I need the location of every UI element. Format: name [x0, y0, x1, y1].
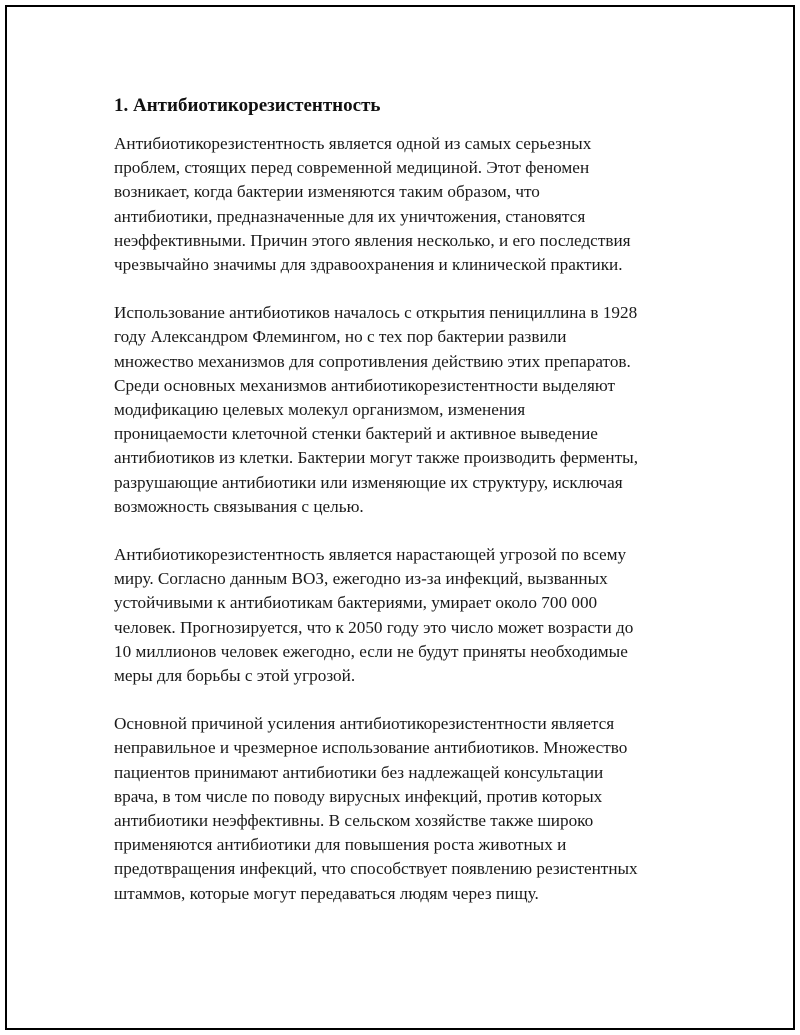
- text-line: Антибиотикорезистентность является одной из самых серьезных: [114, 134, 592, 153]
- text-line: чрезвычайно значимы для здравоохранения и клинической практики.: [114, 255, 623, 275]
- text-line: применяются антибиотики для повышения роста животных и: [114, 835, 567, 855]
- text-line: неэффективными. Причин этого явления несколько, и его последствия: [114, 230, 631, 250]
- section-heading: 1. Антибиотикорезистентность: [114, 95, 381, 116]
- text-line: предотвращения инфекций, что способствует появлению резистентных: [114, 859, 638, 879]
- paragraph-4: [114, 712, 694, 906]
- text-line: возможность связывания с целью.: [114, 496, 364, 516]
- text-line: пациентов принимают антибиотики без надлежащей консультации: [114, 762, 604, 782]
- text-line: Антибиотикорезистентность является нарастающей угрозой по всему: [114, 545, 627, 565]
- document-body: [114, 92, 694, 930]
- text-line: возникает, когда бактерии изменяются таким образом, что: [114, 182, 540, 202]
- text-line: разрушающие антибиотики или изменяющие их структуру, исключая: [114, 472, 623, 492]
- text-line: множество механизмов для сопротивления действию этих препаратов.: [114, 351, 631, 371]
- text-line: проницаемости клеточной стенки бактерий и активное выведение: [114, 424, 598, 444]
- text-line: антибиотиков из клетки. Бактерии могут также производить ферменты,: [114, 448, 638, 468]
- text-line: году Александром Флемингом, но с тех пор бактерии развили: [114, 327, 567, 347]
- text-line: неправильное и чрезмерное использование антибиотиков. Множество: [114, 738, 628, 758]
- text-line: врача, в том числе по поводу вирусных инфекций, против которых: [114, 786, 603, 806]
- text-line: устойчивыми к антибиотикам бактериями, умирает около 700 000: [114, 593, 598, 613]
- paragraph-1: [114, 132, 694, 277]
- paragraph-3: [114, 543, 694, 688]
- text-line: меры для борьбы с этой угрозой.: [114, 666, 356, 686]
- text-line: антибиотики неэффективны. В сельском хозяйстве также широко: [114, 811, 594, 831]
- text-line: проблем, стоящих перед современной медициной. Этот феномен: [114, 158, 590, 178]
- text-line: Использование антибиотиков началось с открытия пенициллина в 1928: [114, 303, 638, 323]
- text-line: Среди основных механизмов антибиотикорезистентности выделяют: [114, 375, 616, 395]
- text-line: Основной причиной усиления антибиотикорезистентности является: [114, 714, 615, 734]
- text-line: человек. Прогнозируется, что к 2050 году это число может возрасти до: [114, 617, 634, 637]
- text-line: штаммов, которые могут передаваться людям через пищу.: [114, 883, 539, 903]
- paragraph-2: [114, 301, 694, 519]
- text-line: антибиотики, предназначенные для их уничтожения, становятся: [114, 206, 586, 226]
- text-line: миру. Согласно данным ВОЗ, ежегодно из-за инфекций, вызванных: [114, 569, 608, 589]
- text-line: 10 миллионов человек ежегодно, если не будут приняты необходимые: [114, 641, 628, 661]
- text-line: модификацию целевых молекул организмом, изменения: [114, 400, 526, 420]
